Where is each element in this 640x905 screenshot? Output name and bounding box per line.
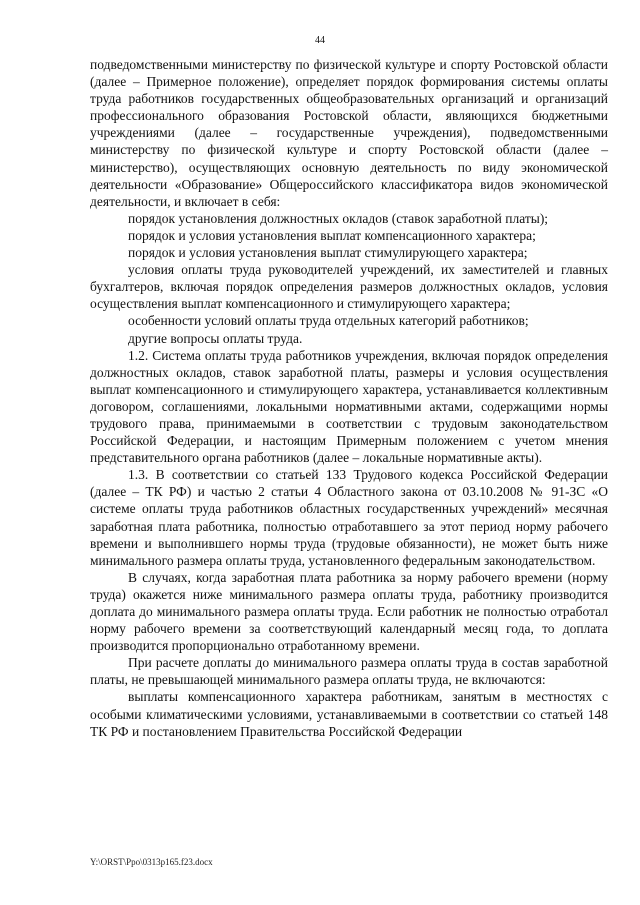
footer-file-path: Y:\ORST\Ppo\0313p165.f23.docx: [90, 857, 213, 867]
paragraph-intro: подведомственными министерству по физической культуре и спорту Ростовской области (далее – Примерное положение), определяет порядок формирования системы оплаты труда работников государственных общеобразовательных организаций и организаций профессионального образования Ростовской области, являющихся бюджетными учреждениями (далее – государственные учреждения), подведомственными министерству по физической культуре и спорту Ростовской области (далее – министерство), осуществляющих основную деятельность по виду экономической деятельности «Образование» Общероссийского классификатора видов экономической деятельности, и включает в себя:: [90, 57, 608, 209]
paragraph-min-wage-supplement: В случаях, когда заработная плата работника за норму рабочего времени (норму труда) окажется ниже минимального размера оплаты труда, работнику производится доплата до минимального размера оплаты труда. Если работник не полностью отработал норму рабочего времени за соответствующий календарный месяц года, то доплата производится пропорционально отработанному времени.: [90, 569, 608, 654]
list-item-management-pay: условия оплаты труда руководителей учреждений, их заместителей и главных бухгалтеров, включая порядок определения размеров должностных окладов, условия осуществления выплат компенсационного и стимулирующего характера;: [90, 262, 608, 312]
paragraph-1-2: 1.2. Система оплаты труда работников учреждения, включая порядок определения должностных окладов, ставок заработной платы, размеры и условия осуществления выплат компенсационного и стимулирующего характера, устанавливается коллективным договором, соглашениями, локальными нормативными актами, содержащими нормы трудового права, принимаемыми в соответствии с трудовым законодательством Российской Федерации, и настоящим Примерным положением с учетом мнения представительного органа работников (далее – локальные нормативные акты).: [90, 347, 608, 466]
paragraph-calculation-exclusions: При расчете доплаты до минимального размера оплаты труда в состав заработной платы, не превышающей минимального размера оплаты труда, не включаются:: [90, 655, 608, 688]
list-item-official-salaries: порядок установления должностных окладов (ставок заработной платы);: [128, 210, 549, 226]
paragraph-1-3: 1.3. В соответствии со статьей 133 Трудового кодекса Российской Федерации (далее – ТК РФ) и частью 2 статьи 4 Областного закона от 03.10.2008 № 91-ЗС «О системе оплаты труда работников областных государственных учреждений» месячная заработная плата работника, полностью отработавшего за этот период норму рабочего времени и выполнившего нормы труда (трудовые обязанности), не может быть ниже минимального размера оплаты труда, установленного федеральным законодательством.: [90, 467, 608, 568]
document-body: [90, 56, 608, 740]
paragraph-climate-payments: выплаты компенсационного характера работникам, занятым в местностях с особыми климатическими условиями, устанавливаемыми в соответствии со статьей 148 ТК РФ и постановлением Правительства Российской Федерации: [90, 689, 608, 739]
list-item-special-categories: особенности условий оплаты труда отдельных категорий работников;: [128, 313, 529, 329]
list-item-incentive-payments: порядок и условия установления выплат стимулирующего характера;: [128, 245, 528, 261]
list-item-other-questions: другие вопросы оплаты труда.: [128, 330, 303, 346]
page-number: 44: [315, 35, 325, 46]
list-item-compensation-payments: порядок и условия установления выплат компенсационного характера;: [128, 227, 536, 243]
